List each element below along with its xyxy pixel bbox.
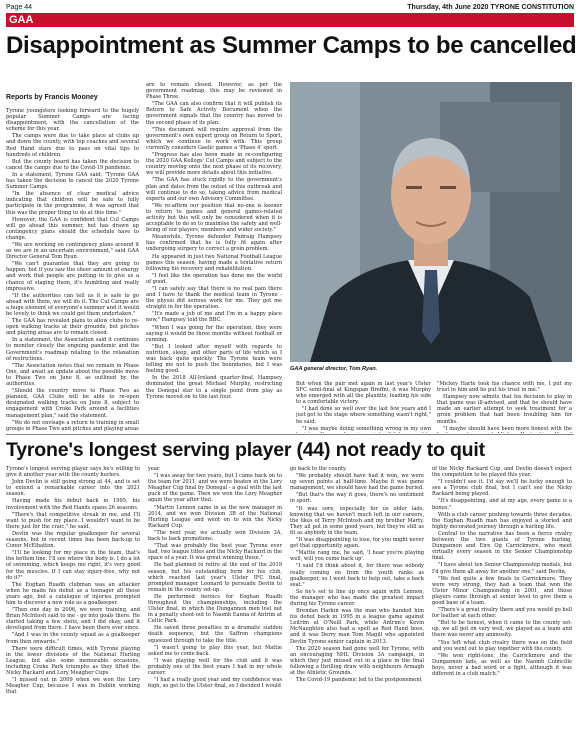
edition-date: Thursday, 4th June 2020 TYRONE CONSTITUTION [407,4,574,11]
article-paragraph: "I feel like the operation has done me the world of good. [146,272,282,285]
article-paragraph: In the 2018 All-Ireland quarter-final, Hampsey dominated the great Michael Murphy, restricting the Donegal star to a single point from play as Tyrone moved on to the last four. [146,375,282,400]
article-paragraph: "I was away for two years, but I came back on to the team for 2011, and we were beaten in the Lory Meagher Cup final by Donegal - a goal with the last puck of the game. Then we won the Lory Meagher again the year after that. [148,473,282,504]
article2-column-2 [148,466,282,734]
article1-column-4-text [437,381,572,433]
article1-column-3-text [296,381,431,433]
article-paragraph: "We can't guarantee that they are going to happen, but if you saw the sheer amount of energy and work that people are putting in to give us a chance of staging them, it's humbling and really impressive. [6,261,139,292]
section-label: GAA [9,14,34,26]
article-paragraph: The Covid-19 pandemic led to the postponement [296,677,422,684]
article-paragraph: Central to the narrative has been a fierce rivalry between the two giants of Tyrone hurling, Dungannon and Eire Og Carrickmore, who meet virtually every season in the Senior Championship final. [432,530,572,562]
article-paragraph: year. [148,466,161,472]
article-paragraph: "We feel quite a few finals to Carrickmore. They were very strong, they had a team that won the Ulster Minor Championship in 2001, and those players came through at senior level to give them a good base of a team. [432,575,572,606]
article-paragraph: "Mickey Harte took his chance with me, I put my trust in him and he put his trust in me." [437,381,572,394]
page-number: Page 44 [6,4,33,11]
article-paragraph: "I had a really good year and my confidence was high, so get to the Ulster final, so I decided I would [148,677,282,690]
article-paragraph: "In the absence of clear medical advice indicating that children will be safe to fully participate in the programme, it was agreed that this was the proper thing to do at this time." [6,191,139,216]
article-paragraph: "When I was going for the operation, they were saying it would be three months without football or running. [146,324,282,343]
section-bar [6,13,574,27]
article2-column-1-text [6,466,140,695]
article-paragraph: "Martin Lennon came in as the new manager in 2014, and we won Division 3B of the National Hurling League and went on to win the Nicky Rackard Cup. [148,504,282,529]
article-paragraph: "I said I'd think about it, for there was nobody really coming on from the youth ranks as goalkeeper, so I went back to help out, take a back seat." [290,563,424,588]
article-paragraph: He appeared in just two National Football League games this season, having made a tentative return following his recovery and rehabilitation. [146,253,282,272]
article-paragraph: "We probably should have had it won, we were up seven points at half-time. Maybe it was game management, we should have had the game buried. [290,473,424,492]
article-paragraph: He performed heroics for Eoghan Ruadh throughout the championships, including the Ulster final, in which the Dungannon men lost out in a penalty shoot-out to Naomh Eanna of Antrim at Celtic Park. [148,593,282,625]
article1-byline: Reports by Francis Mooney [6,94,98,101]
article-paragraph: "That was probably the best year Tyrone ever had, two league titles and the Nicky Rackard in the space of a year. It was great winning those." [148,543,282,562]
article2-column-3-text [290,466,424,683]
article1-photo [290,82,572,362]
article-paragraph: "I couldn't see it. I'd say we'll be lucky enough to see a Tyrone club final, but I can't see the Nicky Rackard being played. [432,479,572,498]
article-paragraph: "I maybe should have been more honest with the [443,425,572,432]
article-paragraph: "I had done so well over the last few years and I just got to the stage where something wasn't right," he said. [296,406,431,425]
article1-column-4 [437,381,572,433]
article-paragraph: "If the authorities can tell us it is safe to go ahead with them, we will do it. The Cul Camps are a huge element of everyone's summer and it would be lovely to think we could get them undertaken." [6,292,139,317]
article2-column-4-text [432,466,572,677]
article-paragraph: Tyrone's longest serving player says he's willing to give it another year with the county hurlers. [6,466,140,479]
article-paragraph: "But to be honest, when it came to the county set-up, we all got on very well, we played as a team and there was never any animosity. [432,620,572,639]
article-paragraph: The 2020 season had gone well for Tyrone, with an encouraging NHL Division 3A campaign, in which they just missed out in a place in the final following a thrilling draw with neighbours Armagh at the Athletic Grounds. [290,645,424,676]
article-paragraph: In a statement, the Association said it continues to monitor closely the ongoing pandemic and the Government's roadmap relating to the relaxation of restrictions. [6,337,139,362]
article-paragraph: go back to the county. [290,466,347,472]
article-paragraph: But the county board has taken the decision to cancel the camps due to the Covid-19 pandemic. [6,158,139,171]
article-paragraph: "The Association notes that we remain in Phase One, and await an update about the possible move to Phase Two on June 8, as outlined by the authorities. [6,362,139,388]
article-paragraph: "I was maybe doing something wrong in my own [302,425,431,432]
article-paragraph: are to remain closed. However, as per the government roadmap, this may be reviewed in Phase Three. [146,82,282,101]
article-paragraph: There were difficult times, with Tyrone playing in the lower divisions of the National Hurling League, but also some memorable occasions, including Croke Park triumphs as they lifted the Nicky Rackard and Lory Meagher Cups. [6,645,140,676]
article-paragraph: The GAA has revealed plans to allow clubs to re-open walking tracks at their grounds, but pitches and playing areas are to remain closed. [6,318,139,337]
article-paragraph: "I have about ten Senior Championship medals, but I'd give them all away for another one," said Devlin. [432,562,572,575]
article-paragraph: "We re-affirm our position that no-one is keener to return to games and general games-related activity but this will only be considered when it is acceptable to do so to maximise the safety and well-being of our players, members and wider society." [146,202,282,234]
article-paragraph: of the Nicky Rackard Cup, and Devlin doesn't expect the competition to be played this year. [432,466,572,479]
article-paragraph: "We do not envisage a return to training in small groups in Phase Two and pitches and playing areas [6,419,139,431]
article-paragraph: He saved three penalties in a dramatic sudden death sequence, but the Saffron champions squeezed through to take the title. [148,625,282,644]
article1-headline: Disappointment as Summer Camps to be cancelled [6,32,577,59]
article-paragraph: "I missed out in 2009 when we won the Lory Meagher Cup, because I was in Dublin working that [6,677,140,696]
article1-column-2-text [146,82,282,400]
article-paragraph: "And I was in the county squad as a goalkeeper from then onwards." [6,632,140,645]
page-header [6,2,574,13]
article-paragraph: Devlin was the regular goalkeeper for several seasons, but in recent times has been back-up to Conor McElhatton. [6,530,140,550]
article-paragraph: "There's that competitive streak in me, and I'll want to push for my place. I wouldn't want to be there just for the craic," he said. [6,511,140,530]
article-paragraph: "I'll be looking for my place in the team, that's the bottom line. I'll see where the body is. I do a lot of swimming, which keeps me right, it's very good for the muscles. If I can stay injury-free, why not do it?" [6,550,140,581]
article-paragraph: John Devlin is still going strong at 44, and is set to extend a remarkable career into the 2021 season. [6,479,140,498]
article-paragraph: "We are working on contingency plans around it as we are in an uncertain environment," said GAA Director General Tom Ryan. [6,241,139,261]
portrait-image [290,82,572,362]
article-divider [6,434,574,435]
article-paragraph: "The GAA has stuck rigidly to the government's plan and dates from the outset of this outbreak and will continue to do so, taking advice from medical experts and our own Advisory Committee. [146,177,282,202]
article-paragraph: "You left what club rivalry there was on the field and you went out to play together with the county. [432,639,572,652]
article-paragraph: "The next year, we actually won Division 3A, back to back promotions. [148,529,282,543]
article-paragraph: However, the GAA is confident that Cul Camps will go ahead this summer, but has drawn up contingency plans should the schedule have to change. [6,216,139,241]
article-paragraph: "It's made a job of me and I'm in a happy place now," Hampsey told the BBC. [146,311,282,324]
article1-column-3 [296,381,431,433]
article1-column-2 [146,82,282,431]
article-paragraph: The Eoghan Ruadh clubman was an attacker when he made his debut as a teenager all those years ago, but a catalogue of injuries prompted him to discover a new role as a goalkeeper. [6,581,140,606]
article-paragraph: Having made his debut back in 1995, his involvement with the Red Hands spans 26 seasons. [6,498,140,511]
article-paragraph: "I wasn't going to play this year, but Mattie asked me to come back. [148,644,282,657]
article-paragraph: So he's set to line up once again with Lennon, the manager who has made the greatest impact during his Tyrone career. [290,588,424,607]
article2-column-4 [432,466,572,734]
photo-caption: GAA general director, Tom Ryan. [290,366,378,372]
article-paragraph: "We won right-tone, the Carrickmore and the Dungannon lads, as well as the Naomh Colmcille boys, never a bad word or a fight, although it was different in a club match." [432,652,572,677]
article-paragraph: "Should the country move to Phase Two as planned, GAA Clubs will be able to re-open designated walking tracks on June 8, subject to engagement with Croke Park around a facilities management plan," said the statement. [6,388,139,419]
article-paragraph: "But I looked after myself with regards to nutrition, sleep, and other parts of life which so I was back quite quickly. The Tyrone team were telling me not to push the boundaries, but I was feeling good. [146,343,282,375]
article-paragraph: Hampsey now admits that his decision to play in that game was ill-advised, and that he should have made an earlier attempt to seek treatment for a groin problem that had been troubling him for months. [437,394,572,425]
article2-column-1 [6,466,140,734]
article-paragraph: "I can safely say that there is no real pain there and I have to thank the medical team in Tyrone - the physio did serious work for me. They got me straight in for the operation. [146,286,282,311]
article-paragraph: "Then one day in 2006, we were training, and Brian McIntosh said to me - go into goals there. He started taking a few shots, and I did okay, and it developed from there. I have been there ever since. [6,607,140,632]
article2-headline: Tyrone's longest serving player (44) not ready to quit [6,439,485,461]
article2-column-3 [290,466,424,734]
article-paragraph: In a statement, Tyrone GAA said: "Tyrone GAA has taken the decision to cancel the 2020 Tyrone Summer Camps. [6,171,139,191]
article-paragraph: Meanwhile, Tyrone defender Padraig Hampsey has confirmed that he is fully fit again after undergoing surgery to correct a groin problem. [146,234,282,253]
article-paragraph: "There's a great rivalry there and you would go hell for leather at each other. [432,607,572,620]
article-paragraph: "This document will require approval from the government's own expert group on Return to Sport, which we continue to work with. This group currently considers Gaelic games a 'Phase 4' sport. [146,126,282,151]
article-paragraph: "It was sore, especially for us older lads, knowing that we haven't much left in our careers, the likes of Terry McIntosh and my brother Marty. They all put in some good years, but they're still as fit as anybody in the team. [290,505,424,536]
article-paragraph: Tyrone youngsters looking forward to the hugely popular Summer Camps are facing disappointment, with the cancellation of the scheme for this year. [6,108,139,133]
article-paragraph: The camps were due to take place at clubs up and down the county, with top coaches and several Red Hand stars due to pass on vital tips to hundreds of children. [6,133,139,158]
article-paragraph: "Progress has also been made in re-configuring the 2020 GAA Kellogs' Cul Camps and subject to the country moving onto the next phase of its recovery, we will provide more details about this initiative. [146,152,282,177]
article-paragraph: With a club career pushing towards three decades, the Eoghan Ruadh man has enjoyed a storied and highly decorated journey through a hurling life. [432,511,572,530]
article-paragraph: "Mattie rang me, he said, 'I hear you're playing well, will you come back up'. [290,550,424,563]
article-paragraph: Brendan Harkin was the man who handed him his debut back in 1995 in a league game against Leitrim at O'Neill Park, while Antrim's Kevin McNaughton also had a spell as Red Hand boss, and it was Derry man Tom Magill who appointed Devlin Tyrone senior captain in 2013. [290,608,424,645]
article-paragraph: "The GAA can also confirm that it will publish its Return to Safe Activity Document when the government signals that the country has moved to the second phase of its plan. [146,101,282,126]
article-paragraph: "It was disappointing to lose, for you might never get that opportunity again. [290,537,424,550]
article-paragraph: He had planned to retire at the end of the 2019 season, but his outstanding form for his club, which reached last year's Ulster IFC final, prompted manager Leonard to persuade Devlin to remain in the county set-up. [148,562,282,593]
article-paragraph: "It's disappointing, and at my age, every game is a bonus." [432,498,572,511]
article-paragraph: "But that's the way it goes, there's no sentiment in sport. [290,492,424,505]
article-paragraph: But when the pair met again in last year's Ulster SFC semi-final at Kingspan Breffni, it was Murphy who emerged with all the plaudits, leading his side to a comfortable victory. [296,381,431,406]
article1-column-1 [6,93,139,431]
article2-column-2-text [148,466,282,689]
article1-column-1-text [6,108,139,431]
article-paragraph: "I was playing well for the club and it was probably one of the best years I had in my whole career. [148,657,282,676]
